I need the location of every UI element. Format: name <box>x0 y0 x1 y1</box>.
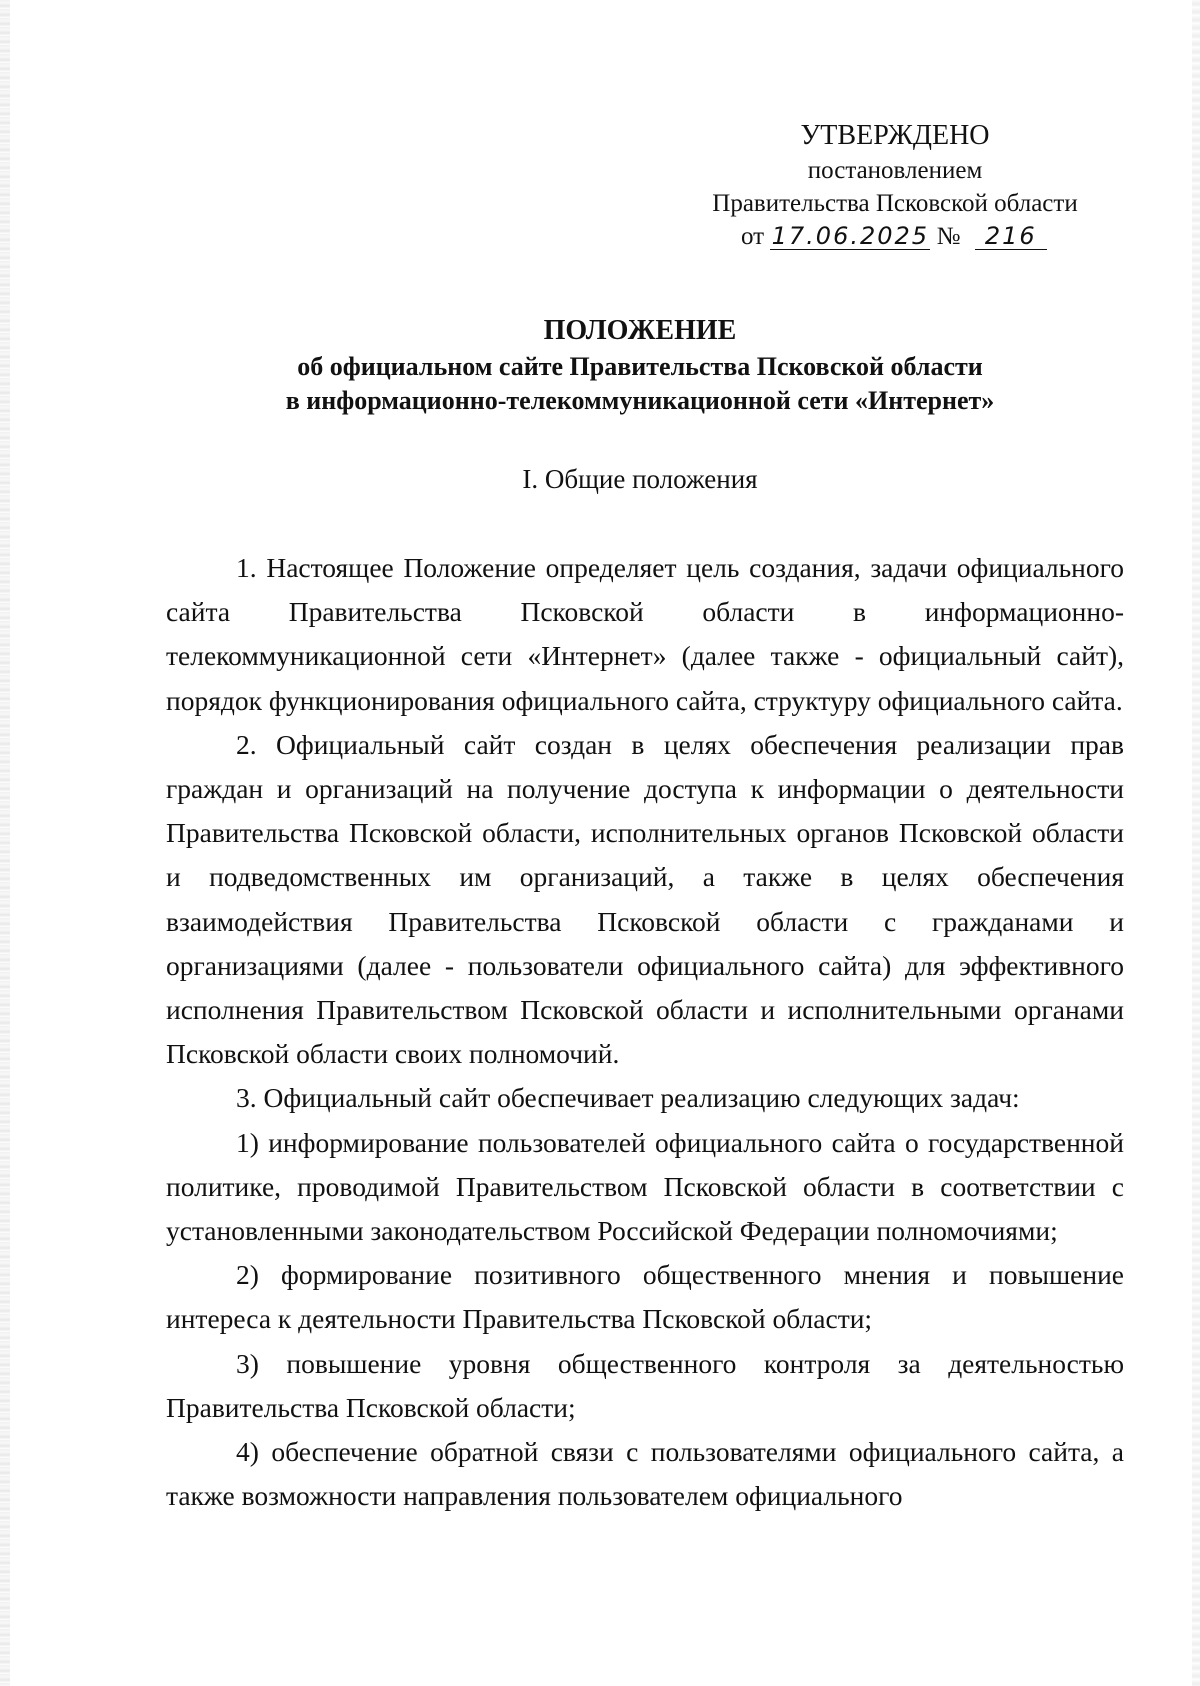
list-item-2: 2) формирование позитивного общественного мнения и повышение интереса к деятельности Правительства Псковской области; <box>166 1259 1124 1335</box>
section-heading: I. Общие положения <box>522 464 758 494</box>
list-item-1: 1) информирование пользователей официального сайта о государственной политике, проводимой Правительством Псковской области в соответствии с установленными законодательством Российской Федерации полномочиями; <box>166 1126 1124 1247</box>
by-decree-label: постановлением <box>807 157 983 184</box>
handwritten-date: 17.06.2025 <box>771 222 930 250</box>
number-sign: № <box>936 223 961 250</box>
paragraph-2: 2. Официальный сайт создан в целях обеспечения реализации прав граждан и организаций на получение доступа к информации о деятельности Правительства Псковской области, исполнительных органов Псковской области и подведомственных им организаций, а также в целях обеспечения взаимодействия Правительства Псковской области с гражданами и организациями (далее - пользователи официального сайта) для эффективного исполнения Правительством Псковской области и исполнительными органами Псковской области своих полномочий. <box>166 728 1124 1070</box>
handwritten-number: 216 <box>975 223 1047 250</box>
approval-stamp-block <box>675 118 1115 253</box>
paragraph-1: 1. Настоящее Положение определяет цель создания, задачи официального сайта Правительства Псковской области в информационно-телекоммуникационной сети «Интернет» (далее также - официальный сайт), порядок функционирования официального сайта, структуру официального сайта. <box>166 552 1124 716</box>
document-subtitle-line-2: в информационно-телекоммуникационной сети «Интернет» <box>285 386 995 415</box>
scan-edge-right <box>1192 0 1200 1686</box>
document-title-block <box>160 314 1120 418</box>
list-item-3: 3) повышение уровня общественного контроля за деятельностью Правительства Псковской области; <box>166 1347 1124 1423</box>
list-item-4: 4) обеспечение обратной связи с пользователями официального сайта, а также возможности направления пользователем официального <box>166 1436 1124 1512</box>
document-title: ПОЛОЖЕНИЕ <box>543 315 737 346</box>
approved-label: УТВЕРЖДЕНО <box>800 120 990 151</box>
document-subtitle-line-1: об официальном сайте Правительства Псковской области <box>297 352 983 381</box>
document-body <box>166 546 1124 1518</box>
decree-date-number <box>675 220 1115 253</box>
date-prefix: от <box>741 223 765 250</box>
scan-edge-left <box>0 0 10 1686</box>
paragraph-3: 3. Официальный сайт обеспечивает реализацию следующих задач: <box>236 1082 1020 1114</box>
authority-label: Правительства Псковской области <box>712 190 1078 217</box>
